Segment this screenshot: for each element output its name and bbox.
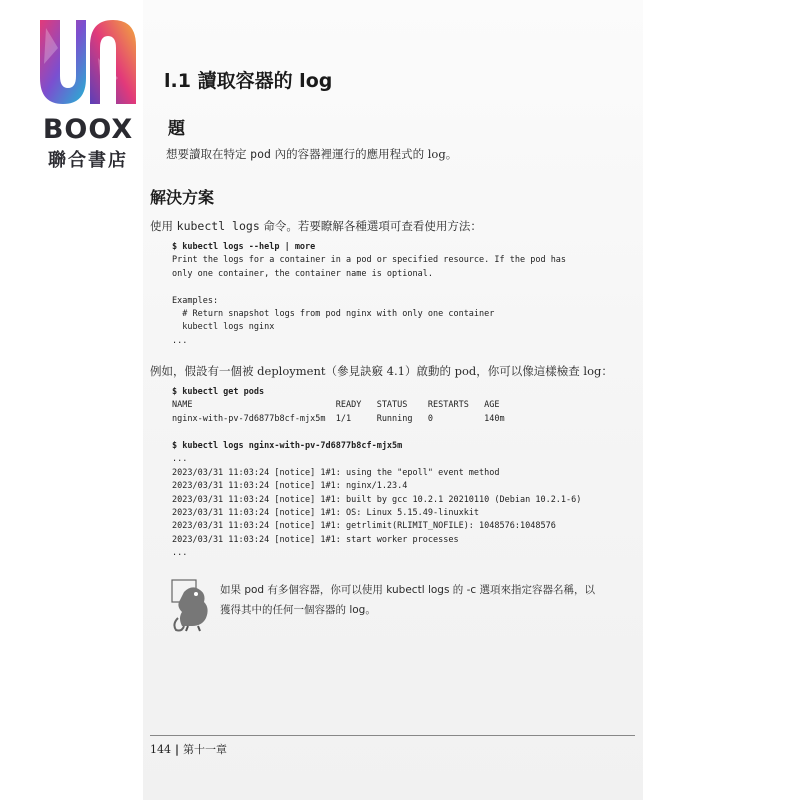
code-command: $ kubectl get pods [172,387,265,397]
code-line: ... [172,548,188,559]
footer-divider [150,735,635,736]
un-logo-mark-icon [38,18,138,106]
code-line: 2023/03/31 11:03:24 [notice] 1#1: start worker processes [172,534,459,545]
note-text: 如果 pod 有多個容器，你可以使用 kubectl logs 的 -c 選項來指定容器名稱，以獲得其中的任何一個容器的 log。 [220,584,595,616]
footer-separator: | [175,743,180,756]
code-command: $ kubectl logs --help | more [172,242,316,252]
lemur-note-icon [170,578,214,632]
code-line: 2023/03/31 11:03:24 [notice] 1#1: OS: Linux 5.15.49-linuxkit [172,508,480,519]
problem-text-code: pod [250,147,271,161]
code-line: # Return snapshot logs from pod nginx with only one container [172,309,495,320]
problem-text-prefix: 想要讀取在特定 [166,147,251,161]
code-block-logs [172,440,581,561]
code-line: 2023/03/31 11:03:24 [notice] 1#1: nginx/1.23.4 [172,481,408,492]
code-block-help [172,241,566,348]
store-logo[interactable] [32,14,144,171]
code-line: only one container, the container name is optional. [172,268,433,279]
code-line: 2023/03/31 11:03:24 [notice] 1#1: getrlimit(RLIMIT_NOFILE): 1048576:1048576 [172,521,556,532]
code-block-get-pods [172,386,505,426]
code-line: NAME READY STATUS RESTARTS AGE [172,400,500,411]
solution-text-prefix: 使用 [150,219,177,233]
logo-wordmark: BOOX [42,114,134,145]
page-footer [150,741,227,757]
code-line: kubectl logs nginx [172,322,275,333]
code-line: ... [172,335,188,346]
example-text: 例如，假設有一個被 deployment（參見訣竅 4.1）啟動的 pod，你可以像這樣檢查 log： [150,364,613,378]
code-line: 2023/03/31 11:03:24 [notice] 1#1: using the "epoll" event method [172,467,500,478]
problem-text [166,146,457,162]
section-title: l.1 讀取容器的 log [164,70,333,92]
code-line: Print the logs for a container in a pod or specified resource. If the pod has [172,255,567,266]
code-line: Examples: [172,295,219,306]
solution-heading: 解決方案 [150,188,215,207]
logo-subtitle: 聯合書店 [48,150,128,171]
code-line: ... [172,454,188,465]
code-command: $ kubectl logs nginx-with-pv-7d6877b8cf-mjx5m [172,441,403,451]
page-number: 144 [150,743,171,756]
code-line: nginx-with-pv-7d6877b8cf-mjx5m 1/1 Running 0 140m [172,413,505,424]
solution-text [150,218,482,234]
problem-heading: 題 [168,119,185,139]
code-line: 2023/03/31 11:03:24 [notice] 1#1: built by gcc 10.2.1 20210110 (Debian 10.2.1-6) [172,494,582,505]
problem-text-suffix: 內的容器裡運行的應用程式的 log。 [270,147,458,161]
solution-text-suffix: 命令。若要瞭解各種選項可查看使用方法： [259,219,482,233]
chapter-name: 第十一章 [183,743,228,756]
solution-text-code: kubectl logs [176,219,260,233]
